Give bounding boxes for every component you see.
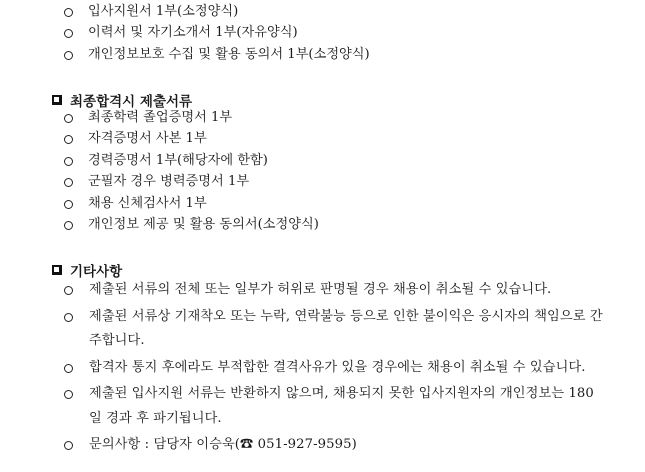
checkbox-square-icon <box>52 95 62 105</box>
final-documents-list <box>64 107 319 235</box>
list-item: 입사지원서 1부(소정양식) <box>64 1 370 22</box>
circle-bullet-icon <box>64 364 73 373</box>
circle-bullet-icon <box>64 441 73 450</box>
circle-bullet-icon <box>64 313 73 322</box>
list-item: 개인정보 제공 및 활용 동의서(소정양식) <box>64 214 319 235</box>
other-notes-list <box>64 278 604 460</box>
list-item: 제출된 서류의 전체 또는 일부가 허위로 판명될 경우 채용이 취소될 수 있습니다. <box>64 278 604 303</box>
list-item: 제출된 서류상 기재착오 또는 누락, 연락불능 등으로 인한 불이익은 응시자의 책임으로 간주합니다. <box>64 305 604 354</box>
circle-bullet-icon <box>64 51 73 60</box>
circle-bullet-icon <box>64 135 73 144</box>
list-item: 채용 신체검사서 1부 <box>64 193 319 214</box>
circle-bullet-icon <box>64 8 73 17</box>
list-item: 최종학력 졸업증명서 1부 <box>64 107 319 128</box>
list-item: 제출된 입사지원 서류는 반환하지 않으며, 채용되지 못한 입사지원자의 개인정보는 180일 경과 후 파기됩니다. <box>64 382 604 431</box>
circle-bullet-icon <box>64 114 73 123</box>
list-item: 군필자 경우 병력증명서 1부 <box>64 171 319 192</box>
circle-bullet-icon <box>64 200 73 209</box>
section-title: 기타사항 <box>70 264 123 280</box>
section-title: 최종합격시 제출서류 <box>70 94 193 110</box>
list-item: 개인정보보호 수집 및 활용 동의서 1부(소정양식) <box>64 44 370 65</box>
circle-bullet-icon <box>64 29 73 38</box>
circle-bullet-icon <box>64 178 73 187</box>
checkbox-square-icon <box>52 265 62 275</box>
circle-bullet-icon <box>64 221 73 230</box>
list-item: 합격자 통지 후에라도 부적합한 결격사유가 있을 경우에는 채용이 취소될 수 있습니다. <box>64 356 604 381</box>
circle-bullet-icon <box>64 390 73 399</box>
circle-bullet-icon <box>64 157 73 166</box>
list-item: 경력증명서 1부(해당자에 한함) <box>64 150 319 171</box>
submission-documents-list <box>64 1 370 65</box>
list-item: 자격증명서 사본 1부 <box>64 128 319 149</box>
contact-info: 문의사항 : 담당자 이승욱(☎ 051-927-9595) <box>64 433 604 458</box>
list-item: 이력서 및 자기소개서 1부(자유양식) <box>64 22 370 43</box>
circle-bullet-icon <box>64 286 73 295</box>
other-notes-heading <box>52 260 122 280</box>
